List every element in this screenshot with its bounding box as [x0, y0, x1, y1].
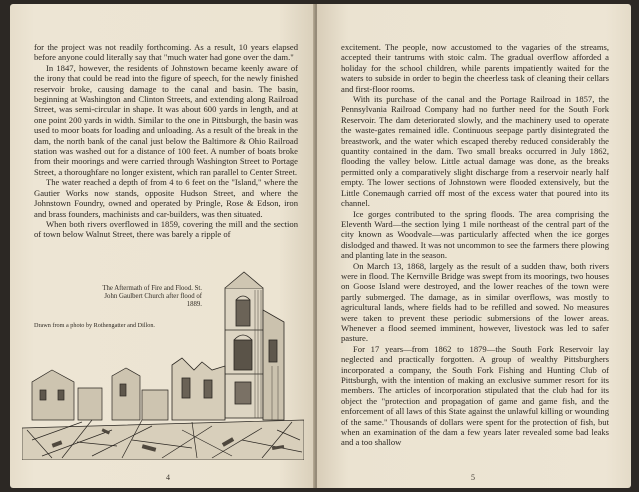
right-paragraph-5: For 17 years—from 1862 to 1879—the South Fork Reservoir lay neglected and practically forgotten. A group of wealthy Pittsburghers incorporated a company, the South Fork Fishing and Hunting Club of Pittsburgh, with the intention of making an exclusive summer resort for its members. The articles of incorporation stipulated that the club had for its object the "protection and propagation of game and game fish, and the enforcement of all laws of this State against the unlawful killing or wounding of the same." Thousands of dollars were spent for the protection of fish, but when an examination of the dam a few years later revealed some bad leaks and a too shallow: [341, 343, 609, 448]
left-paragraph-2: In 1847, however, the residents of Johnstown became keenly aware of the irony that could be read into the figure of speech, for the newly finished reservoir broke, causing damage to the canal and basin. The basin, beginning at Washington and Clinton Streets, and extending along Railroad Street, was semi-circular in shape. It was about 600 yards in length, and at one point 200 yards in width. Similar to the one in Pittsburgh, the basin was used to moor boats for loading and unloading. As a result of the break in the dam, the north bank of the canal just below the Baltimore & Ohio Railroad station was washed out for a distance of 100 feet. A number of boats broke from their moorings and were carried through Washington Street to Portage Street, a thoroughfare no longer existent, which ran parallel to Center Street.: [34, 62, 298, 177]
illustration-caption: The Aftermath of Fire and Flood. St. John Gaulbert Church after flood of 1889.: [102, 285, 202, 308]
left-page-number: 4: [166, 473, 170, 482]
left-page: [10, 4, 315, 488]
right-paragraph-3: Ice gorges contributed to the spring floods. The area comprising the Eleventh Ward—the section lying 1 mile northeast of the central part of the city known as Woodvale—was particularly affected when the ice gorges dislodged and thawed. It was not uncommon to see the farmers there plowing and planting late in the season.: [341, 208, 609, 261]
illustration-credit: Drawn from a photo by Rothengatter and Dillon.: [34, 322, 155, 329]
left-paragraph-3: The water reached a depth of from 4 to 6 feet on the "Island," where the Gautier Works now stands, opposite Hudson Street, and where the Johnstown Foundry, owned and operated by Pringle, Rose & Edson, iron and brass founders, machinists and car-builders, was then situated.: [34, 177, 298, 219]
left-paragraph-1: for the project was not readily forthcoming. As a result, 10 years elapsed before anyone could literally say that "much water had gone over the dam.": [34, 42, 298, 63]
right-paragraph-4: On March 13, 1868, largely as the result of a sudden thaw, both rivers were in flood. The Kernville Bridge was swept from its moorings, two houses on Goose Island were destroyed, and the lower reaches of the town were partly submerged. The damage, as in similar overflows, was mostly to agricultural lands, where fields had to be refilled and sowed. No measures were taken to prevent these periodic submersions of the lower areas. Whenever a flood seemed imminent, however, livestock was led to safer pasture.: [341, 260, 609, 344]
left-paragraph-4: When both rivers overflowed in 1859, covering the mill and the section of town below Walnut Street, there was barely a ripple of: [34, 218, 298, 240]
right-paragraph-1: excitement. The people, now accustomed to the vagaries of the streams, accepted their tantrums with stoic calm. The gradual overflow afforded a holiday for the school children, while parents impatiently waited for the waters to subside in order to begin the cheerless task of cleaning their cellars and first-floor rooms.: [341, 42, 609, 94]
right-page: [317, 4, 631, 488]
right-paragraph-2: With its purchase of the canal and the Portage Railroad in 1857, the Pennsylvania Railroad Company had no further need for the South Fork Reservoir. The dam deteriorated slowly, and the machinery used to operate the waste-gates remained idle. Continuous seepage partly disintegrated the breastwork, and the water which escaped thereby reduced considerably the quantity contained in the dam. Two small breaks occurred in July 1862, flooding the valley below. Little actual damage was done, as the breaks permitted only a comparatively slight discharge from a reservoir nearly half empty. The lower sections of Johnstown were flooded extensively, but the Little Conemaugh carried off most of the excess water that poured into its channel.: [341, 94, 609, 209]
right-page-number: 5: [471, 473, 475, 482]
right-page-body: [341, 42, 609, 448]
left-page-body: [34, 42, 298, 240]
